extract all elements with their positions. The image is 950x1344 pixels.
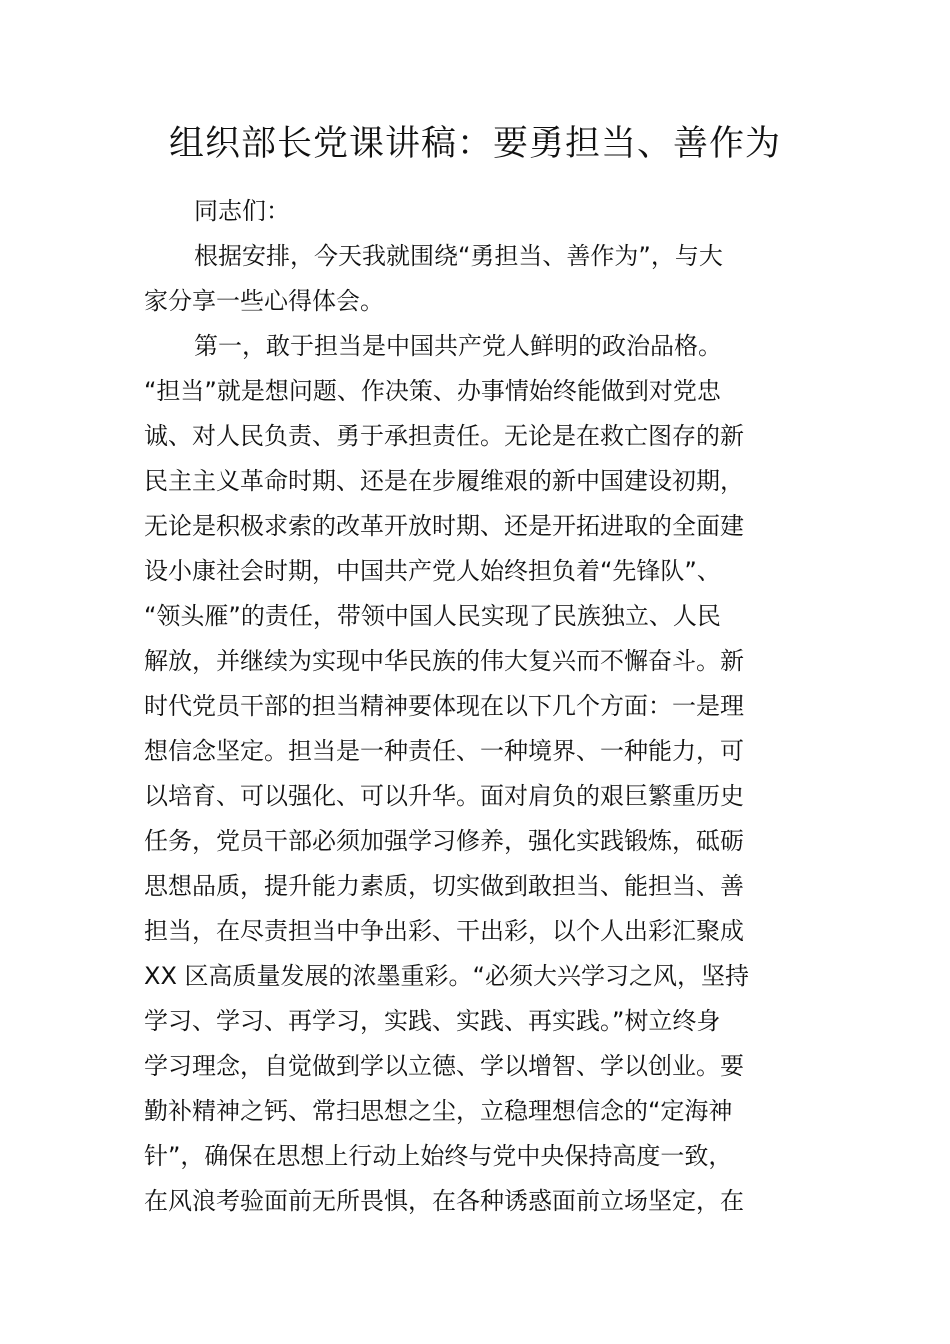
- body-line: 解放，并继续为实现中华民族的伟大复兴而不懈奋斗。新: [144, 647, 744, 675]
- body-line: 想信念坚定。担当是一种责任、一种境界、一种能力，可: [144, 737, 744, 765]
- body-line: 任务，党员干部必须加强学习修养，强化实践锻炼，砥砺: [144, 827, 744, 855]
- body-line: 同志们：: [194, 197, 290, 225]
- body-line: “领头雁”的责任，带领中国人民实现了民族独立、人民: [144, 602, 721, 630]
- body-line: “担当”就是想问题、作决策、办事情始终能做到对党忠: [144, 377, 721, 405]
- body-line: 时代党员干部的担当精神要体现在以下几个方面：一是理: [144, 692, 744, 720]
- body-line: 根据安排，今天我就围绕“勇担当、善作为”，与大: [194, 242, 723, 270]
- body-line: 勤补精神之钙、常扫思想之尘，立稳理想信念的“定海神: [144, 1097, 733, 1125]
- body-line: 诚、对人民负责、勇于承担责任。无论是在救亡图存的新: [144, 422, 744, 450]
- body-line: 学习理念，自觉做到学以立德、学以增智、学以创业。要: [144, 1052, 744, 1080]
- body-line: 第一，敢于担当是中国共产党人鲜明的政治品格。: [194, 332, 722, 360]
- document-title: 组织部长党课讲稿：要勇担当、善作为: [168, 124, 781, 164]
- body-line: 以培育、可以强化、可以升华。面对肩负的艰巨繁重历史: [144, 782, 744, 810]
- body-line: 在风浪考验面前无所畏惧，在各种诱惑面前立场坚定，在: [144, 1187, 744, 1215]
- body-line: 家分享一些心得体会。: [144, 287, 384, 315]
- body-line: 无论是积极求索的改革开放时期、还是开拓进取的全面建: [144, 512, 744, 540]
- body-line: XX 区高质量发展的浓墨重彩。“必须大兴学习之风，坚持: [144, 962, 749, 990]
- body-line: 设小康社会时期，中国共产党人始终担负着“先锋队”、: [144, 557, 721, 585]
- body-line: 针”，确保在思想上行动上始终与党中央保持高度一致，: [144, 1142, 733, 1170]
- body-line: 思想品质，提升能力素质，切实做到敢担当、能担当、善: [144, 872, 744, 900]
- body-line: 担当，在尽责担当中争出彩、干出彩，以个人出彩汇聚成: [144, 917, 744, 945]
- body-line: 学习、学习、再学习，实践、实践、再实践。”树立终身: [144, 1007, 721, 1035]
- body-line: 民主主义革命时期、还是在步履维艰的新中国建设初期，: [144, 467, 744, 495]
